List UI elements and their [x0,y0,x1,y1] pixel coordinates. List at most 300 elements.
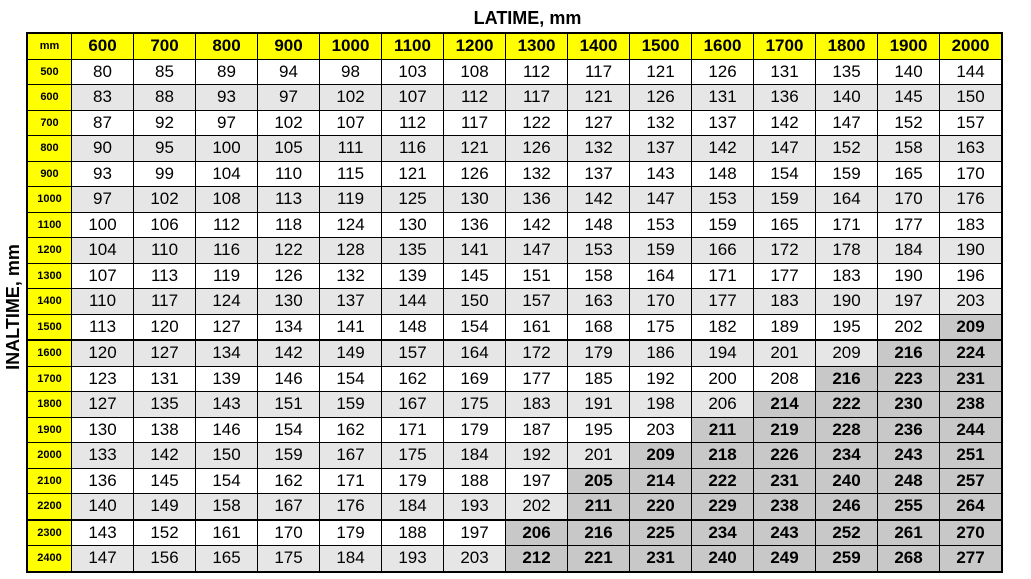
price-cell: 177 [878,212,940,238]
width-header-row [27,33,1002,59]
price-cell: 126 [506,136,568,162]
price-cell: 171 [382,417,444,443]
price-cell: 190 [940,238,1003,264]
height-header-cell: 1300 [27,263,72,289]
price-cell: 144 [382,289,444,315]
price-cell: 116 [196,238,258,264]
price-cell: 257 [940,468,1003,494]
price-cell: 192 [506,443,568,469]
table-row [27,366,1002,392]
price-cell: 157 [940,110,1003,136]
price-cell: 137 [630,136,692,162]
price-cell: 167 [382,392,444,418]
height-header-cell: 800 [27,136,72,162]
price-cell: 205 [568,468,630,494]
price-cell: 152 [816,136,878,162]
price-cell: 140 [816,85,878,111]
price-cell: 228 [816,417,878,443]
price-cell: 132 [630,110,692,136]
table-row [27,59,1002,85]
height-header-cell: 1800 [27,392,72,418]
price-cell: 127 [568,110,630,136]
price-cell: 132 [506,161,568,187]
price-cell: 148 [692,161,754,187]
price-cell: 206 [506,520,568,546]
price-cell: 177 [754,263,816,289]
price-cell: 164 [816,187,878,213]
price-cell: 165 [754,212,816,238]
width-header-cell: 600 [72,33,134,59]
price-cell: 117 [568,59,630,85]
price-cell: 145 [134,468,196,494]
price-cell: 191 [568,392,630,418]
height-header-cell: 2400 [27,546,72,572]
price-cell: 164 [444,340,506,366]
price-cell: 147 [72,546,134,572]
price-cell: 145 [878,85,940,111]
price-cell: 113 [258,187,320,213]
price-cell: 127 [134,340,196,366]
price-cell: 277 [940,546,1003,572]
price-cell: 252 [816,520,878,546]
price-cell: 208 [754,366,816,392]
price-cell: 116 [382,136,444,162]
price-cell: 107 [382,85,444,111]
price-cell: 182 [692,314,754,340]
price-cell: 123 [72,366,134,392]
price-cell: 223 [878,366,940,392]
price-cell: 168 [568,314,630,340]
price-cell: 153 [568,238,630,264]
price-cell: 131 [692,85,754,111]
price-cell: 162 [382,366,444,392]
price-cell: 141 [320,314,382,340]
table-body [27,59,1002,572]
price-cell: 172 [506,340,568,366]
price-cell: 188 [382,520,444,546]
price-cell: 183 [816,263,878,289]
price-cell: 97 [72,187,134,213]
price-cell: 147 [630,187,692,213]
price-cell: 137 [320,289,382,315]
price-cell: 163 [568,289,630,315]
price-cell: 154 [444,314,506,340]
height-header-cell: 1400 [27,289,72,315]
price-cell: 107 [72,263,134,289]
table-row [27,340,1002,366]
table-row [27,212,1002,238]
price-cell: 225 [630,520,692,546]
width-header-cell: 1900 [878,33,940,59]
price-cell: 127 [72,392,134,418]
price-cell: 169 [444,366,506,392]
price-cell: 100 [196,136,258,162]
price-cell: 187 [506,417,568,443]
price-cell: 136 [444,212,506,238]
price-cell: 135 [382,238,444,264]
price-cell: 120 [134,314,196,340]
price-cell: 179 [320,520,382,546]
price-cell: 147 [506,238,568,264]
price-cell: 192 [630,366,692,392]
price-cell: 196 [940,263,1003,289]
price-cell: 261 [878,520,940,546]
price-cell: 97 [258,85,320,111]
price-cell: 159 [816,161,878,187]
price-cell: 151 [506,263,568,289]
price-cell: 171 [816,212,878,238]
price-cell: 154 [320,366,382,392]
price-cell: 113 [134,263,196,289]
price-cell: 150 [196,443,258,469]
price-cell: 200 [692,366,754,392]
price-cell: 104 [72,238,134,264]
unit-corner-cell: mm [27,33,72,59]
price-cell: 167 [258,494,320,520]
width-header-cell: 1200 [444,33,506,59]
price-cell: 135 [816,59,878,85]
price-cell: 234 [816,443,878,469]
price-cell: 184 [382,494,444,520]
price-cell: 222 [816,392,878,418]
price-cell: 134 [196,340,258,366]
price-cell: 209 [940,314,1003,340]
price-cell: 198 [630,392,692,418]
height-header-cell: 1100 [27,212,72,238]
price-cell: 151 [258,392,320,418]
price-cell: 94 [258,59,320,85]
price-cell: 184 [444,443,506,469]
price-cell: 230 [878,392,940,418]
height-header-cell: 600 [27,85,72,111]
price-cell: 140 [878,59,940,85]
price-cell: 121 [444,136,506,162]
price-cell: 128 [320,238,382,264]
price-cell: 183 [940,212,1003,238]
price-cell: 127 [196,314,258,340]
width-header-cell: 1000 [320,33,382,59]
price-cell: 243 [754,520,816,546]
width-header-cell: 1800 [816,33,878,59]
height-header-cell: 1000 [27,187,72,213]
width-header-cell: 1500 [630,33,692,59]
height-header-cell: 1900 [27,417,72,443]
price-cell: 193 [382,546,444,572]
price-cell: 107 [320,110,382,136]
price-cell: 201 [568,443,630,469]
price-cell: 125 [382,187,444,213]
price-cell: 118 [258,212,320,238]
price-cell: 159 [320,392,382,418]
price-cell: 244 [940,417,1003,443]
price-cell: 121 [630,59,692,85]
price-cell: 195 [568,417,630,443]
price-cell: 147 [754,136,816,162]
price-cell: 137 [692,110,754,136]
price-cell: 251 [940,443,1003,469]
price-cell: 110 [72,289,134,315]
height-axis-title-wrap [2,231,24,383]
price-cell: 229 [692,494,754,520]
price-cell: 177 [506,366,568,392]
price-cell: 98 [320,59,382,85]
price-cell: 142 [568,187,630,213]
price-cell: 190 [878,263,940,289]
table-row [27,314,1002,340]
price-cell: 111 [320,136,382,162]
price-cell: 121 [568,85,630,111]
price-table [26,32,1003,573]
width-header-cell: 800 [196,33,258,59]
price-cell: 161 [196,520,258,546]
price-cell: 167 [320,443,382,469]
table-row [27,494,1002,520]
price-cell: 99 [134,161,196,187]
price-cell: 154 [754,161,816,187]
price-cell: 108 [444,59,506,85]
price-cell: 255 [878,494,940,520]
price-cell: 130 [444,187,506,213]
price-cell: 148 [382,314,444,340]
price-cell: 102 [320,85,382,111]
price-cell: 183 [754,289,816,315]
price-cell: 188 [444,468,506,494]
price-cell: 136 [754,85,816,111]
price-cell: 249 [754,546,816,572]
price-cell: 120 [72,340,134,366]
table-row [27,85,1002,111]
price-cell: 126 [630,85,692,111]
price-cell: 148 [568,212,630,238]
price-cell: 176 [940,187,1003,213]
width-header-cell: 700 [134,33,196,59]
price-cell: 142 [754,110,816,136]
price-cell: 124 [320,212,382,238]
price-cell: 144 [940,59,1003,85]
price-cell: 85 [134,59,196,85]
price-cell: 193 [444,494,506,520]
price-cell: 231 [754,468,816,494]
price-cell: 130 [72,417,134,443]
price-cell: 259 [816,546,878,572]
table-row [27,546,1002,572]
price-cell: 203 [444,546,506,572]
price-cell: 243 [878,443,940,469]
price-cell: 122 [258,238,320,264]
price-cell: 112 [382,110,444,136]
price-cell: 150 [940,85,1003,111]
price-cell: 202 [506,494,568,520]
price-cell: 224 [940,340,1003,366]
table-row [27,520,1002,546]
price-cell: 110 [134,238,196,264]
price-cell: 122 [506,110,568,136]
price-cell: 175 [382,443,444,469]
price-cell: 143 [630,161,692,187]
price-cell: 158 [878,136,940,162]
price-cell: 234 [692,520,754,546]
price-cell: 119 [320,187,382,213]
width-axis-title: LATIME, mm [473,8,582,28]
price-cell: 184 [320,546,382,572]
price-cell: 159 [630,238,692,264]
price-cell: 159 [692,212,754,238]
price-cell: 100 [72,212,134,238]
price-cell: 130 [258,289,320,315]
price-cell: 171 [320,468,382,494]
table-row [27,238,1002,264]
price-cell: 126 [444,161,506,187]
price-cell: 103 [382,59,444,85]
height-header-cell: 1700 [27,366,72,392]
price-cell: 132 [568,136,630,162]
price-cell: 209 [816,340,878,366]
price-cell: 139 [382,263,444,289]
price-cell: 131 [754,59,816,85]
price-cell: 90 [72,136,134,162]
price-cell: 141 [444,238,506,264]
price-cell: 80 [72,59,134,85]
price-cell: 104 [196,161,258,187]
price-cell: 211 [568,494,630,520]
price-cell: 202 [878,314,940,340]
price-cell: 130 [382,212,444,238]
price-cell: 176 [320,494,382,520]
price-cell: 197 [878,289,940,315]
price-cell: 175 [258,546,320,572]
price-cell: 231 [630,546,692,572]
price-cell: 194 [692,340,754,366]
height-header-cell: 2100 [27,468,72,494]
price-cell: 186 [630,340,692,366]
price-cell: 211 [692,417,754,443]
price-cell: 175 [630,314,692,340]
price-cell: 163 [940,136,1003,162]
price-cell: 146 [258,366,320,392]
price-cell: 179 [382,468,444,494]
price-cell: 158 [196,494,258,520]
price-cell: 159 [754,187,816,213]
height-header-cell: 2000 [27,443,72,469]
price-cell: 179 [444,417,506,443]
price-cell: 83 [72,85,134,111]
price-cell: 179 [568,340,630,366]
price-cell: 246 [816,494,878,520]
price-cell: 110 [258,161,320,187]
price-cell: 268 [878,546,940,572]
price-cell: 161 [506,314,568,340]
price-cell: 216 [816,366,878,392]
price-cell: 164 [630,263,692,289]
price-cell: 236 [878,417,940,443]
price-cell: 154 [196,468,258,494]
price-cell: 231 [940,366,1003,392]
price-cell: 206 [692,392,754,418]
price-cell: 117 [134,289,196,315]
table-row [27,161,1002,187]
height-header-cell: 700 [27,110,72,136]
price-cell: 139 [196,366,258,392]
price-cell: 166 [692,238,754,264]
price-cell: 195 [816,314,878,340]
price-cell: 136 [72,468,134,494]
price-cell: 184 [878,238,940,264]
price-cell: 197 [506,468,568,494]
price-cell: 157 [506,289,568,315]
price-cell: 112 [444,85,506,111]
price-cell: 133 [72,443,134,469]
price-cell: 152 [134,520,196,546]
price-cell: 117 [444,110,506,136]
table-row [27,110,1002,136]
price-cell: 88 [134,85,196,111]
width-header-cell: 900 [258,33,320,59]
price-cell: 214 [754,392,816,418]
table-row [27,443,1002,469]
table-row [27,417,1002,443]
price-cell: 226 [754,443,816,469]
table-row [27,187,1002,213]
price-cell: 157 [382,340,444,366]
price-cell: 147 [816,110,878,136]
price-cell: 162 [320,417,382,443]
price-cell: 201 [754,340,816,366]
price-cell: 142 [134,443,196,469]
height-header-cell: 1500 [27,314,72,340]
price-cell: 270 [940,520,1003,546]
price-cell: 159 [258,443,320,469]
price-cell: 140 [72,494,134,520]
price-cell: 185 [568,366,630,392]
price-cell: 137 [568,161,630,187]
price-cell: 95 [134,136,196,162]
height-header-cell: 1600 [27,340,72,366]
width-header-cell: 1600 [692,33,754,59]
price-cell: 248 [878,468,940,494]
table-row [27,289,1002,315]
width-header-cell: 1700 [754,33,816,59]
height-header-cell: 900 [27,161,72,187]
price-cell: 135 [134,392,196,418]
price-cell: 264 [940,494,1003,520]
price-cell: 197 [444,520,506,546]
price-cell: 142 [692,136,754,162]
price-cell: 171 [692,263,754,289]
width-header-cell: 1300 [506,33,568,59]
price-cell: 177 [692,289,754,315]
height-axis-title: INALTIME, mm [3,244,23,370]
price-cell: 175 [444,392,506,418]
height-header-cell: 500 [27,59,72,85]
price-cell: 221 [568,546,630,572]
price-cell: 203 [630,417,692,443]
price-cell: 117 [506,85,568,111]
price-cell: 115 [320,161,382,187]
price-cell: 108 [196,187,258,213]
price-cell: 153 [692,187,754,213]
price-cell: 170 [258,520,320,546]
price-cell: 165 [878,161,940,187]
price-cell: 203 [940,289,1003,315]
price-cell: 113 [72,314,134,340]
price-cell: 189 [754,314,816,340]
price-cell: 119 [196,263,258,289]
price-cell: 102 [134,187,196,213]
price-cell: 214 [630,468,692,494]
price-cell: 170 [878,187,940,213]
price-cell: 142 [258,340,320,366]
table-row [27,263,1002,289]
